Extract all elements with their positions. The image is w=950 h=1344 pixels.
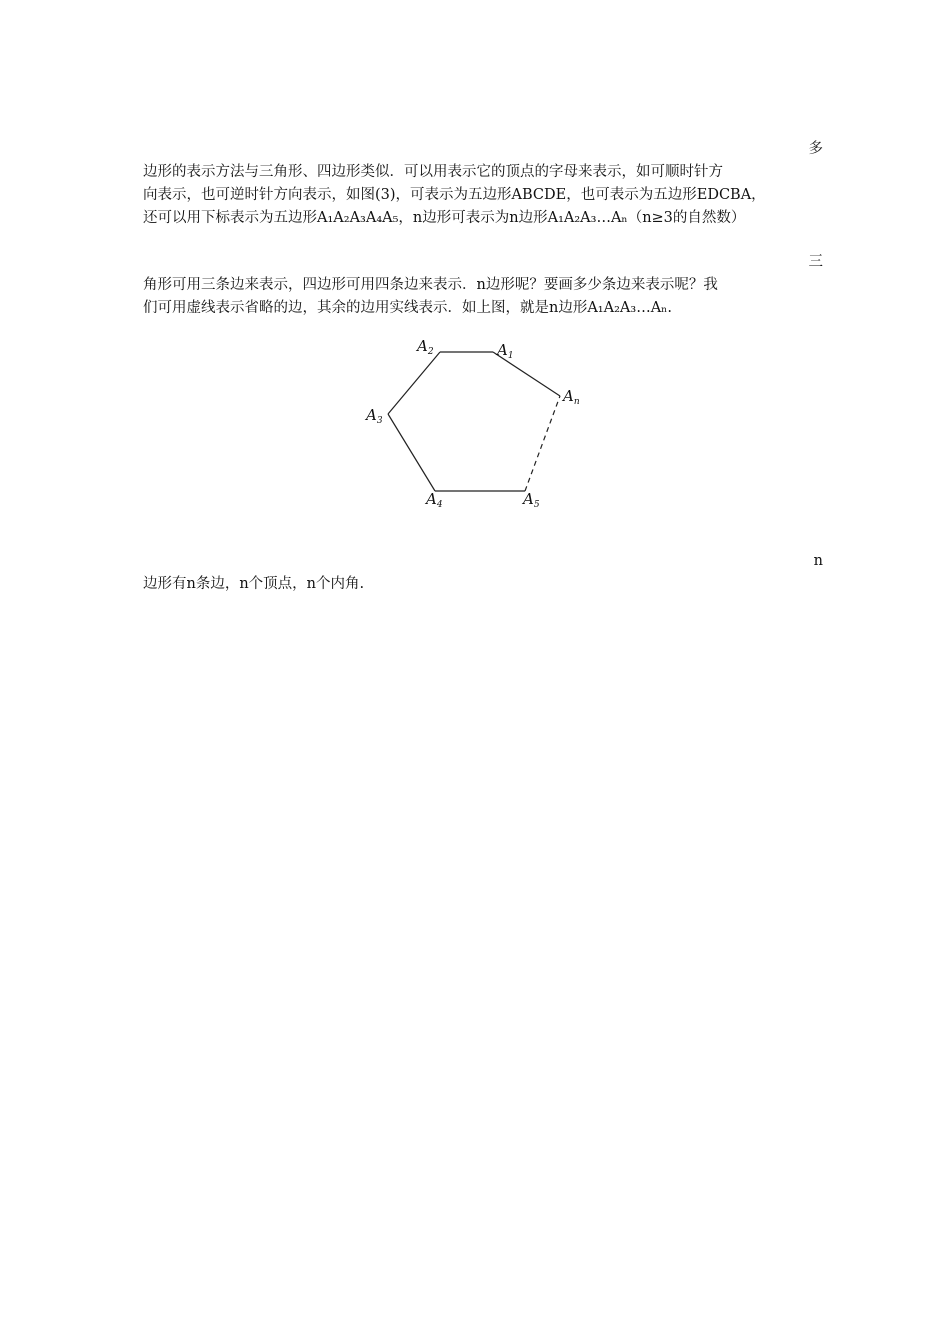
vertex-label-a1: $A_1$ <box>497 341 514 361</box>
paragraph-line: 还可以用下标表示为五边形A₁A₂A₃A₄A₅，n边形可表示为n边形A₁A₂A₃…Aₙ（n≥3的自然数） <box>143 210 746 226</box>
vertex-label-a5: $A_5$ <box>523 490 540 510</box>
polygon-figure <box>360 336 590 516</box>
paragraph-polygon-summary <box>143 550 823 596</box>
polygon-diagram <box>360 336 590 516</box>
paragraph-line: 角形可用三条边来表示，四边形可用四条边来表示．n边形呢？要画多少条边来表示呢？我 <box>143 277 718 293</box>
edge-a3-a4 <box>388 414 435 491</box>
paragraph-line: 边形的表示方法与三角形、四边形类似．可以用表示它的顶点的字母来表示，如可顺时针方 <box>143 164 723 180</box>
paragraph-polygon-sides <box>143 251 823 320</box>
paragraph-lead-char: n <box>813 553 823 569</box>
vertex-label-an: $A_n$ <box>563 387 580 407</box>
vertex-label-a4: $A_4$ <box>426 490 443 510</box>
vertex-label-a2: $A_2$ <box>417 337 434 357</box>
paragraph-lead-char: 多 <box>808 141 823 157</box>
paragraph-lead-char: 三 <box>808 254 823 270</box>
paragraph-polygon-notation <box>143 138 823 230</box>
paragraph-line: 边形有n条边，n个顶点，n个内角. <box>143 576 365 592</box>
paragraph-line: 们可用虚线表示省略的边，其余的边用实线表示．如上图，就是n边形A₁A₂A₃…Aₙ. <box>143 300 673 316</box>
edge-a2-a3 <box>388 352 440 414</box>
vertex-label-a3: $A_3$ <box>366 406 383 426</box>
edge-a5-an-dashed <box>525 396 560 491</box>
paragraph-line: 向表示，也可逆时针方向表示，如图(3)，可表示为五边形ABCDE，也可表示为五边形EDCBA， <box>143 187 766 203</box>
